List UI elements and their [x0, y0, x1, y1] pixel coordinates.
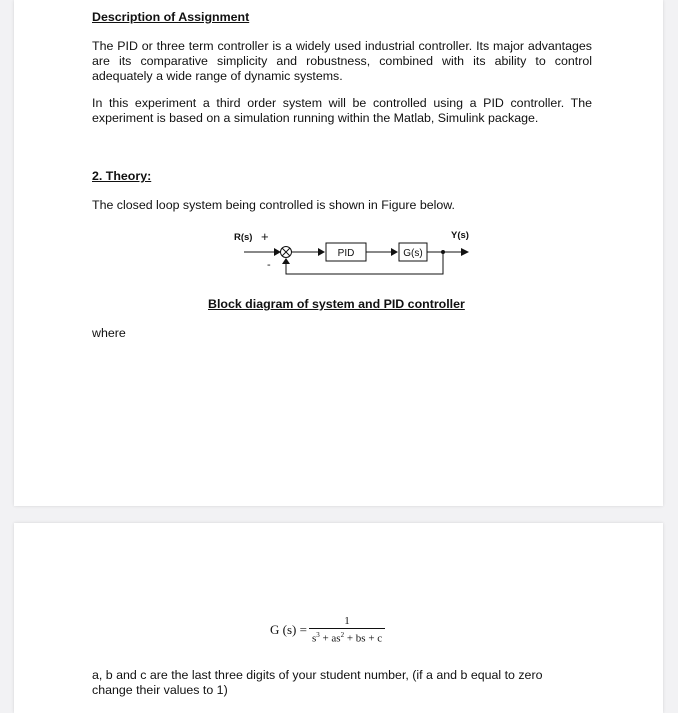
- error-arrow: [318, 248, 325, 256]
- den-as2: + as: [319, 632, 341, 645]
- feedback-arrow: [282, 258, 290, 264]
- block-diagram: [214, 226, 484, 286]
- den-s3-exp: 3: [316, 631, 320, 639]
- summing-junction: [281, 247, 292, 258]
- document-page-1: [14, 0, 663, 506]
- figure-caption: Block diagram of system and PID controller: [208, 297, 465, 311]
- description-heading: Description of Assignment: [92, 10, 250, 24]
- output-label: Y(s): [451, 230, 469, 241]
- equation-lhs: G (s) =: [270, 621, 307, 637]
- equation-fraction: [309, 615, 385, 645]
- input-label: R(s): [234, 232, 253, 243]
- control-arrow: [391, 248, 398, 256]
- theory-intro: The closed loop system being controlled is shown in Figure below.: [92, 198, 455, 212]
- minus-sign: -: [267, 259, 271, 271]
- den-as2-exp: 2: [340, 631, 345, 639]
- plus-sign: +: [261, 229, 269, 244]
- input-arrow: [274, 248, 281, 256]
- equation-denominator: [309, 628, 385, 645]
- plant-label: G(s): [403, 248, 423, 259]
- where-text: where: [92, 326, 126, 340]
- description-paragraph-2: In this experiment a third order system will be controlled using a PID controller. The experiment is based on a simulation running within the Matlab, Simulink package.: [92, 96, 592, 125]
- transfer-function-equation: [270, 615, 385, 645]
- equation-numerator: 1: [344, 615, 350, 627]
- document-page-2: [14, 523, 663, 713]
- den-s3: s: [311, 632, 317, 645]
- theory-heading: 2. Theory:: [92, 169, 152, 183]
- pid-label: PID: [337, 248, 355, 259]
- output-arrow: [461, 248, 469, 256]
- description-paragraph-1: The PID or three term controller is a widely used industrial controller. Its major advantages are its comparative simplicity and robustness, combined with its ability to control adequately a wide range of dynamic systems.: [92, 39, 592, 83]
- den-rest: + bs + c: [344, 632, 383, 645]
- coefficient-note: a, b and c are the last three digits of your student number, (if a and b equal to zero change their values to 1): [92, 668, 543, 697]
